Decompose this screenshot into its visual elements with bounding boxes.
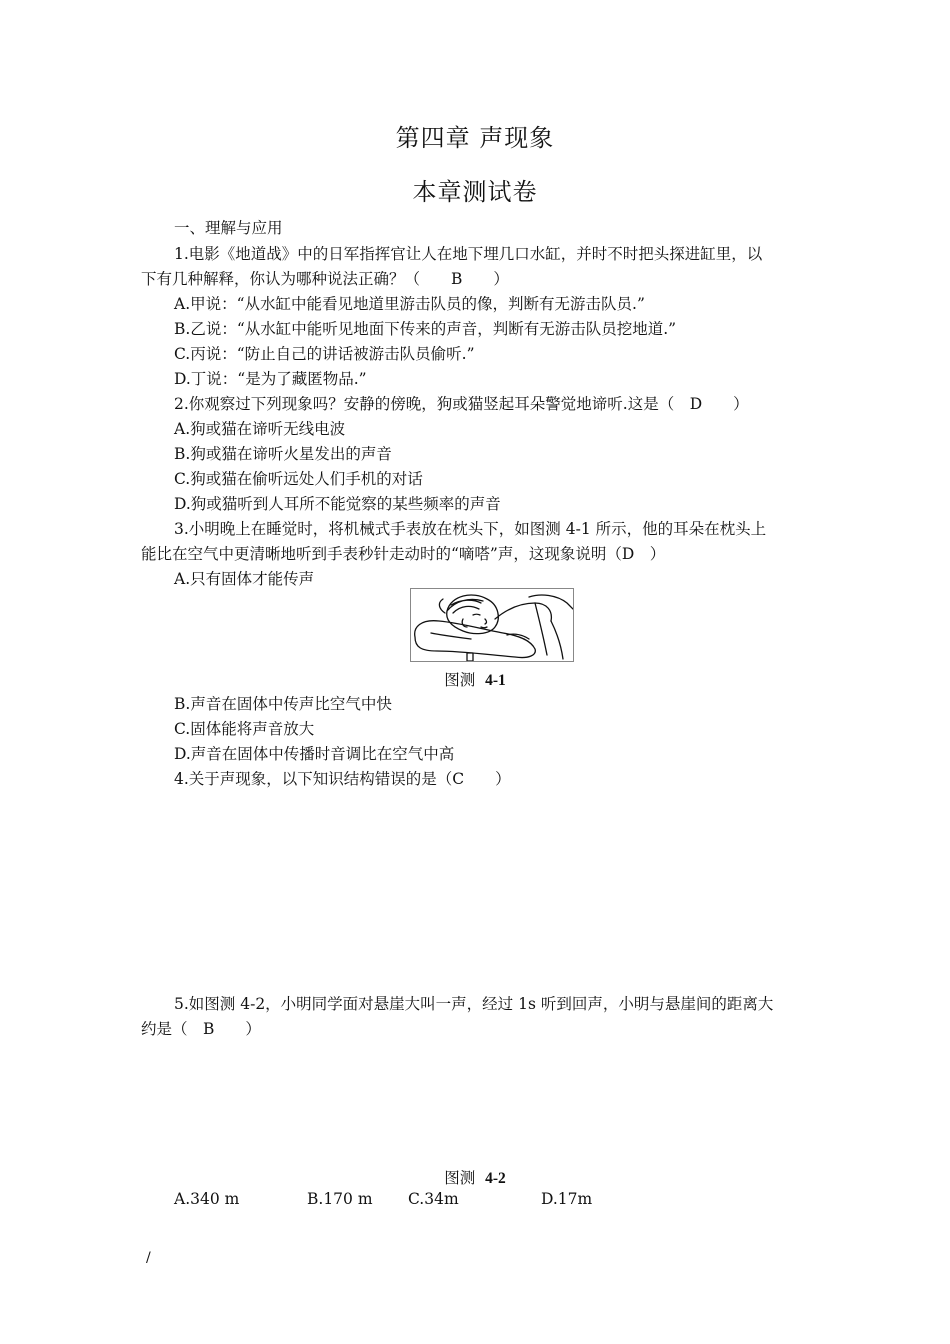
q1-option-a: A.甲说：“从水缸中能看见地道里游击队员的像，判断有无游击队员.” [174, 295, 645, 313]
q1-stem-line2: 下有几种解释，你认为哪种说法正确？（ B ） [141, 270, 509, 288]
sleeping-boy-illustration [411, 589, 574, 662]
q5-option-d: D.17m [541, 1190, 593, 1208]
shoulder-arm [495, 603, 551, 621]
section-heading: 一、理解与应用 [174, 219, 283, 237]
q4-stem: 4.关于声现象，以下知识结构错误的是（C ） [174, 770, 511, 788]
q3-option-c: C.固体能将声音放大 [174, 720, 315, 738]
figure-4-2-caption-prefix: 图测 [444, 1169, 476, 1187]
q3-option-d: D.声音在固体中传播时音调比在空气中高 [174, 745, 455, 763]
q1-stem-line1: 1.电影《地道战》中的日军指挥官让人在地下埋几口水缸，并时不时把头探进缸里，以 [174, 245, 763, 263]
q3-option-a: A.只有固体才能传声 [174, 570, 315, 588]
q2-option-a: A.狗或猫在谛听无线电波 [174, 420, 346, 438]
blanket-edge [535, 603, 547, 655]
figure-4-1-caption-number: 4-1 [485, 672, 506, 689]
q3-stem-line2: 能比在空气中更清晰地听到手表秒针走动时的“嘀嗒”声，这现象说明（D ） [141, 545, 666, 563]
q2-option-c: C.狗或猫在偷听远处人们手机的对话 [174, 470, 423, 488]
pillow-outline [415, 621, 536, 658]
figure-4-1-caption-prefix: 图测 [444, 671, 476, 689]
figure-4-2-caption [0, 1166, 950, 1188]
q5-option-a: A.340 m [174, 1190, 240, 1208]
q5-option-b: B.170 m [307, 1190, 373, 1208]
q1-option-d: D.丁说：“是为了藏匿物品.” [174, 370, 367, 388]
q3-stem-line1: 3.小明晚上在睡觉时，将机械式手表放在枕头下，如图测 4-1 所示，他的耳朵在枕头上 [174, 520, 767, 538]
pillow-crease [431, 633, 471, 639]
q2-stem: 2.你观察过下列现象吗？安静的傍晚，狗或猫竖起耳朵警觉地谛听.这是（ D ） [174, 395, 749, 413]
q5-stem-line1: 5.如图测 4-2，小明同学面对悬崖大叫一声，经过 1s 听到回声，小明与悬崖间的距离大 [174, 995, 774, 1013]
chapter-title: 第四章 声现象 [395, 124, 555, 152]
q5-stem-line2: 约是（ B ） [141, 1020, 261, 1038]
q1-option-b: B.乙说：“从水缸中能听见地面下传来的声音，判断有无游击队员挖地道.” [174, 320, 677, 338]
q2-option-d: D.狗或猫听到人耳所不能觉察的某些频率的声音 [174, 495, 501, 513]
nose [485, 619, 487, 624]
q5-option-c: C.34m [408, 1190, 459, 1208]
q1-option-c: C.丙说：“防止自己的讲话被游击队员偷听.” [174, 345, 475, 363]
blanket-fold [551, 621, 563, 659]
q2-option-b: B.狗或猫在谛听火星发出的声音 [174, 445, 392, 463]
closed-eye [473, 614, 480, 615]
test-subtitle: 本章测试卷 [412, 178, 538, 206]
hair-tuft [439, 599, 445, 613]
figure-4-1-sleeping-boy [410, 588, 574, 662]
footer-mark: / [146, 1250, 151, 1266]
mouth [481, 627, 487, 628]
figure-4-2-caption-number: 4-2 [485, 1170, 506, 1187]
q3-option-b: B.声音在固体中传声比空气中快 [174, 695, 392, 713]
watch-icon [467, 653, 473, 661]
figure-4-1-caption [0, 668, 950, 690]
